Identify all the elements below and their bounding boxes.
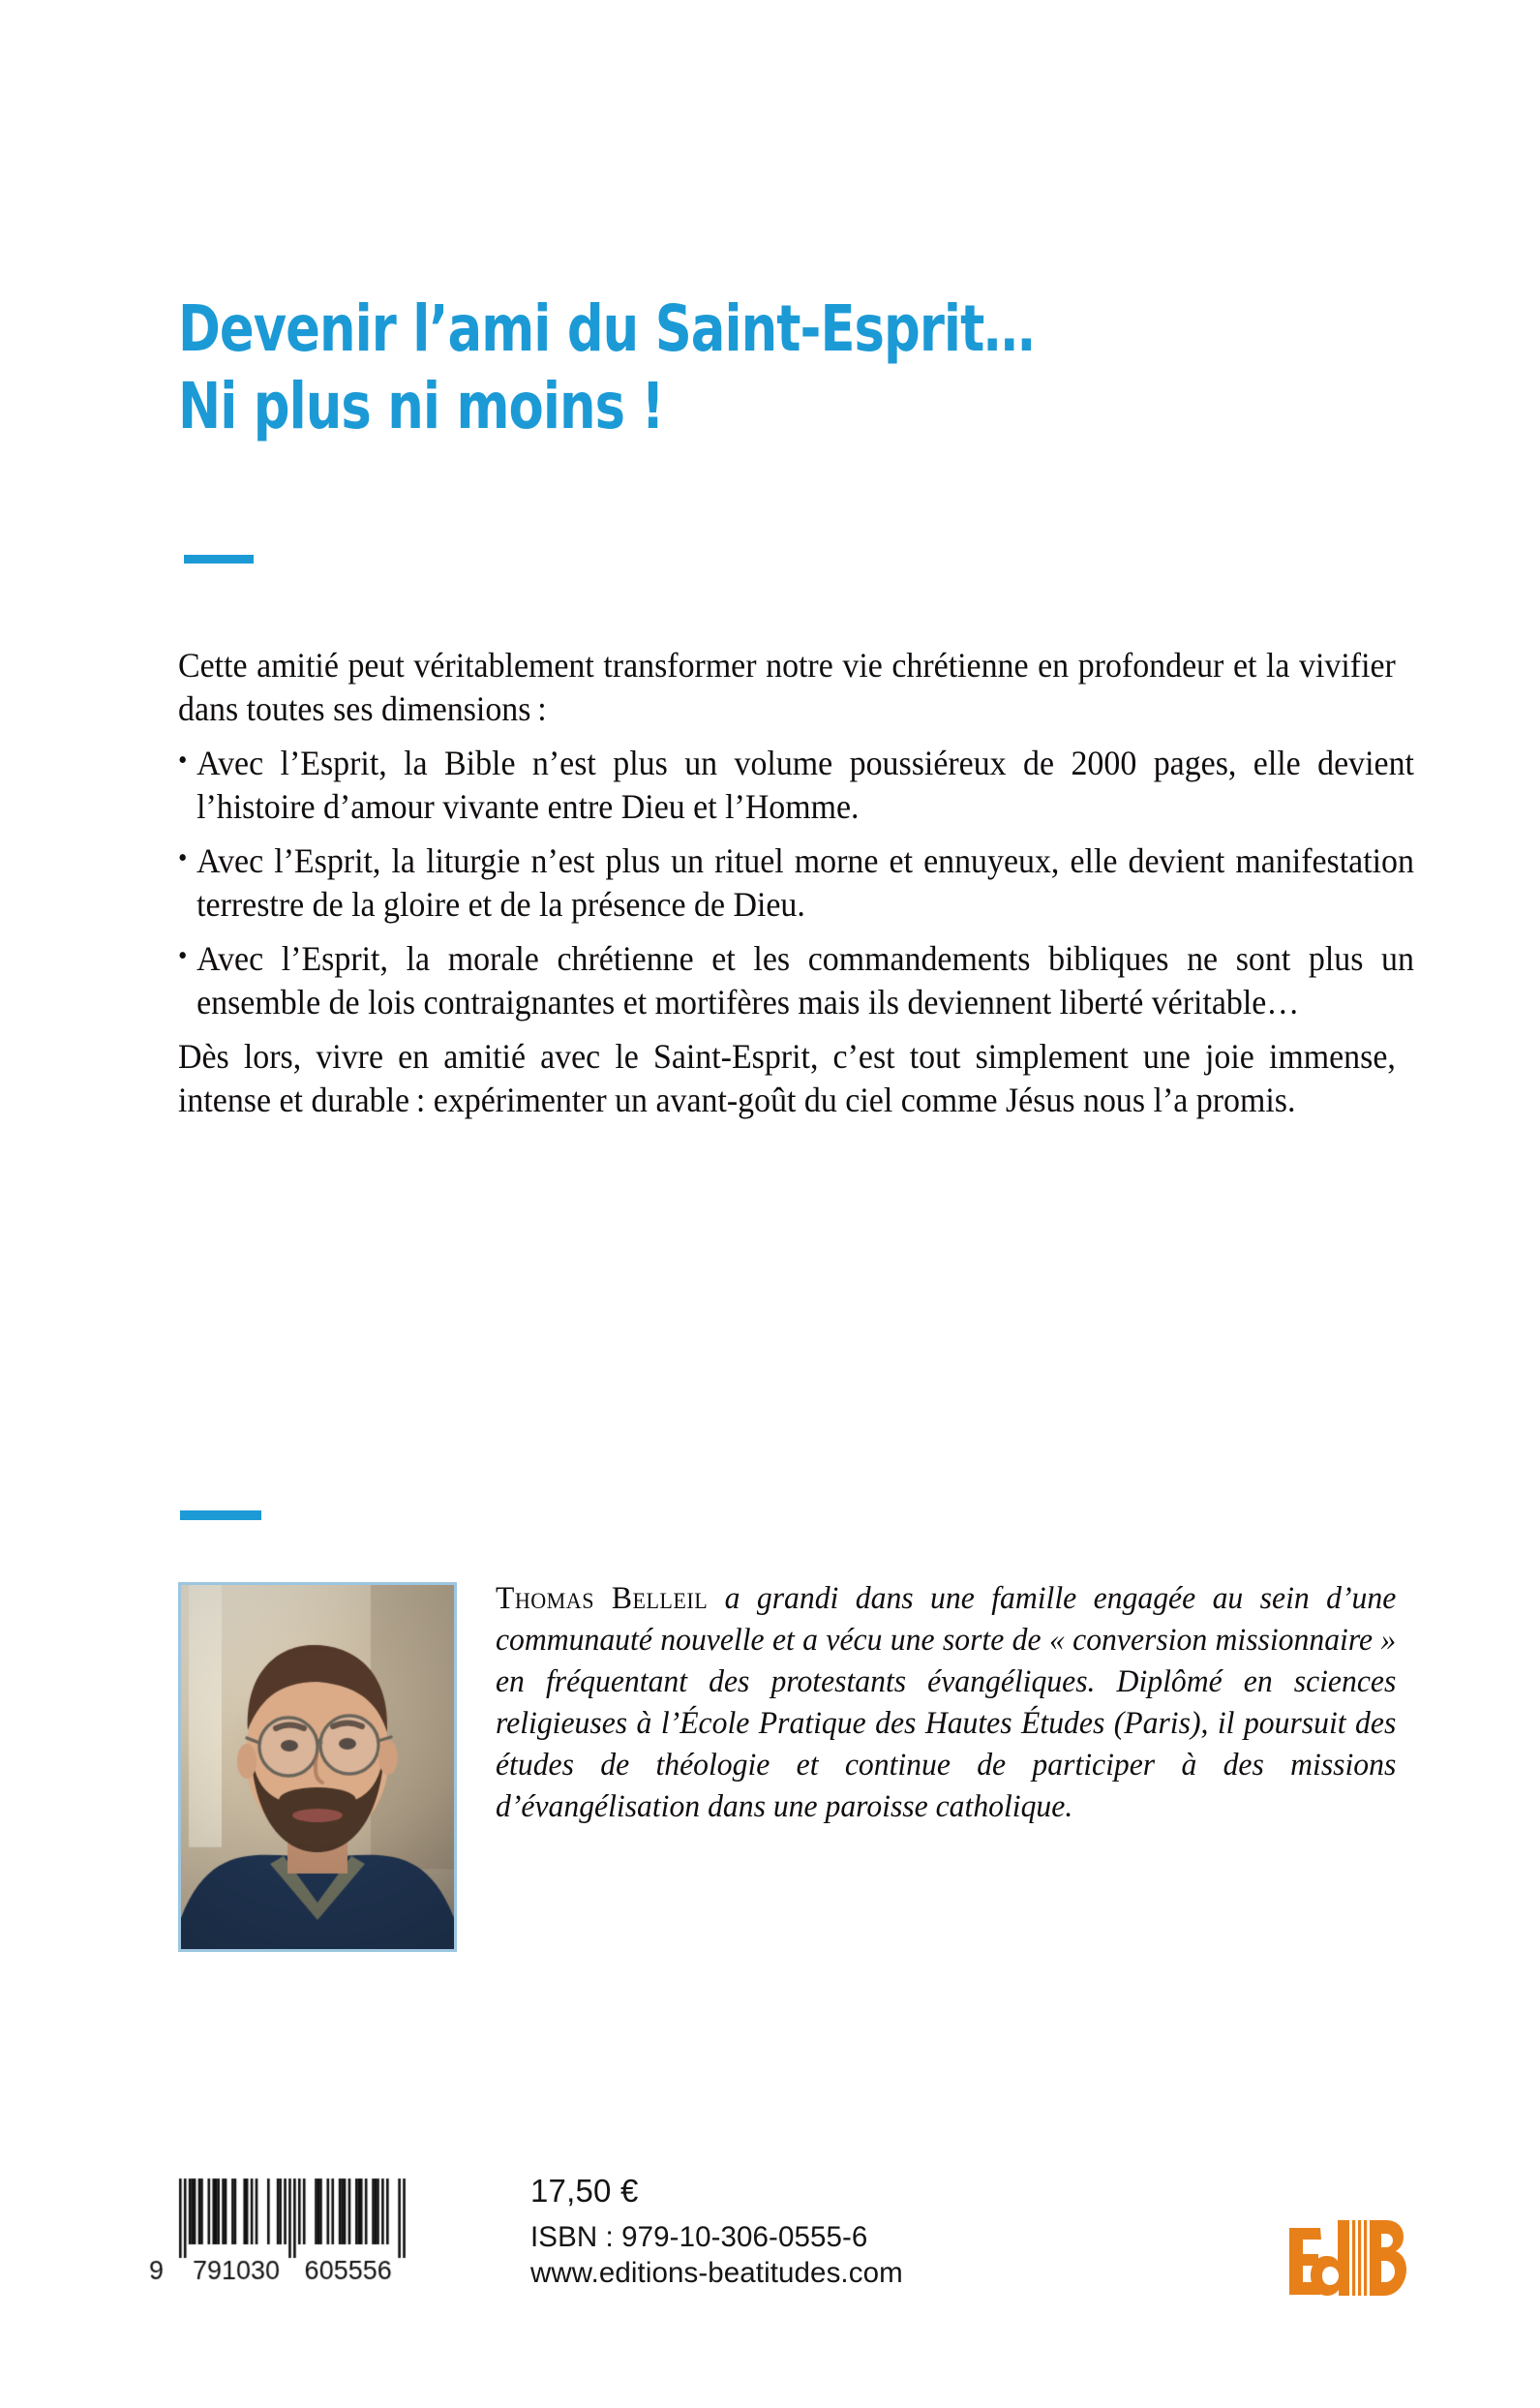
imprint-details: [530, 2172, 903, 2291]
title-line-2: Ni plus ni moins !: [178, 369, 664, 443]
bullet-icon: •: [178, 746, 188, 776]
blurb-bullet-item: [178, 742, 1414, 828]
blurb-text: [178, 644, 1414, 1121]
blurb-closing-paragraph: Dès lors, vivre en amitié avec le Saint-Esprit, c’est tout simplement une joie immense, intense et durable : expérimenter un avant-goût du ciel comme Jésus nous l’a promis.: [178, 1037, 1396, 1119]
isbn-label: ISBN : 979-10-306-0555-6: [530, 2221, 868, 2253]
barcode-image: [145, 2169, 532, 2300]
blurb-bullet-list: [178, 742, 1414, 1023]
blurb-bullet-text: Avec l’Esprit, la morale chrétienne et les commandements bibliques ne sont plus un ensemble de lois contraignantes et mortifères mais ils deviennent liberté véritable…: [196, 939, 1414, 1021]
author-photo: [178, 1582, 457, 1952]
website-label[interactable]: www.editions-beatitudes.com: [530, 2257, 903, 2289]
blurb-intro-paragraph: Cette amitié peut véritablement transformer notre vie chrétienne en profondeur et la vivifier dans toutes ses dimensions :: [178, 646, 1396, 728]
publisher-logo-edb: [1283, 2210, 1409, 2312]
bullet-icon: •: [178, 843, 188, 873]
blurb-bullet-item: [178, 839, 1414, 926]
ean-barcode: [145, 2169, 532, 2300]
blurb-bullet-text: Avec l’Esprit, la Bible n’est plus un volume poussiéreux de 2000 pages, elle devient l’histoire d’amour vivante entre Dieu et l’Homme.: [196, 744, 1414, 826]
author-name: Thomas Belleil: [496, 1581, 709, 1616]
bullet-icon: •: [178, 941, 188, 971]
divider-rule-middle: [180, 1510, 261, 1520]
book-title: [178, 290, 1398, 445]
author-biography: [496, 1578, 1396, 1828]
author-portrait-image: [181, 1585, 454, 1949]
title-line-1: Devenir l’ami du Saint-Esprit…: [178, 291, 1035, 366]
blurb-bullet-item: [178, 937, 1414, 1023]
author-bio-text: a grandi dans une famille engagée au sein d’une communauté nouvelle et a vécu une sorte de « conversion missionnaire » en fréquentant des protestants évangéliques. Diplômé en sciences religieuses à l’École Pratique des Hautes Études (Paris), il poursuit des études de théologie et continue de participer à des missions d’évangélisation dans une paroisse catholique.: [496, 1581, 1397, 1824]
price-label: 17,50 €: [530, 2173, 639, 2209]
divider-rule-top: [184, 555, 254, 564]
blurb-bullet-text: Avec l’Esprit, la liturgie n’est plus un rituel morne et ennuyeux, elle devient manifestation terrestre de la gloire et de la présence de Dieu.: [196, 841, 1414, 924]
